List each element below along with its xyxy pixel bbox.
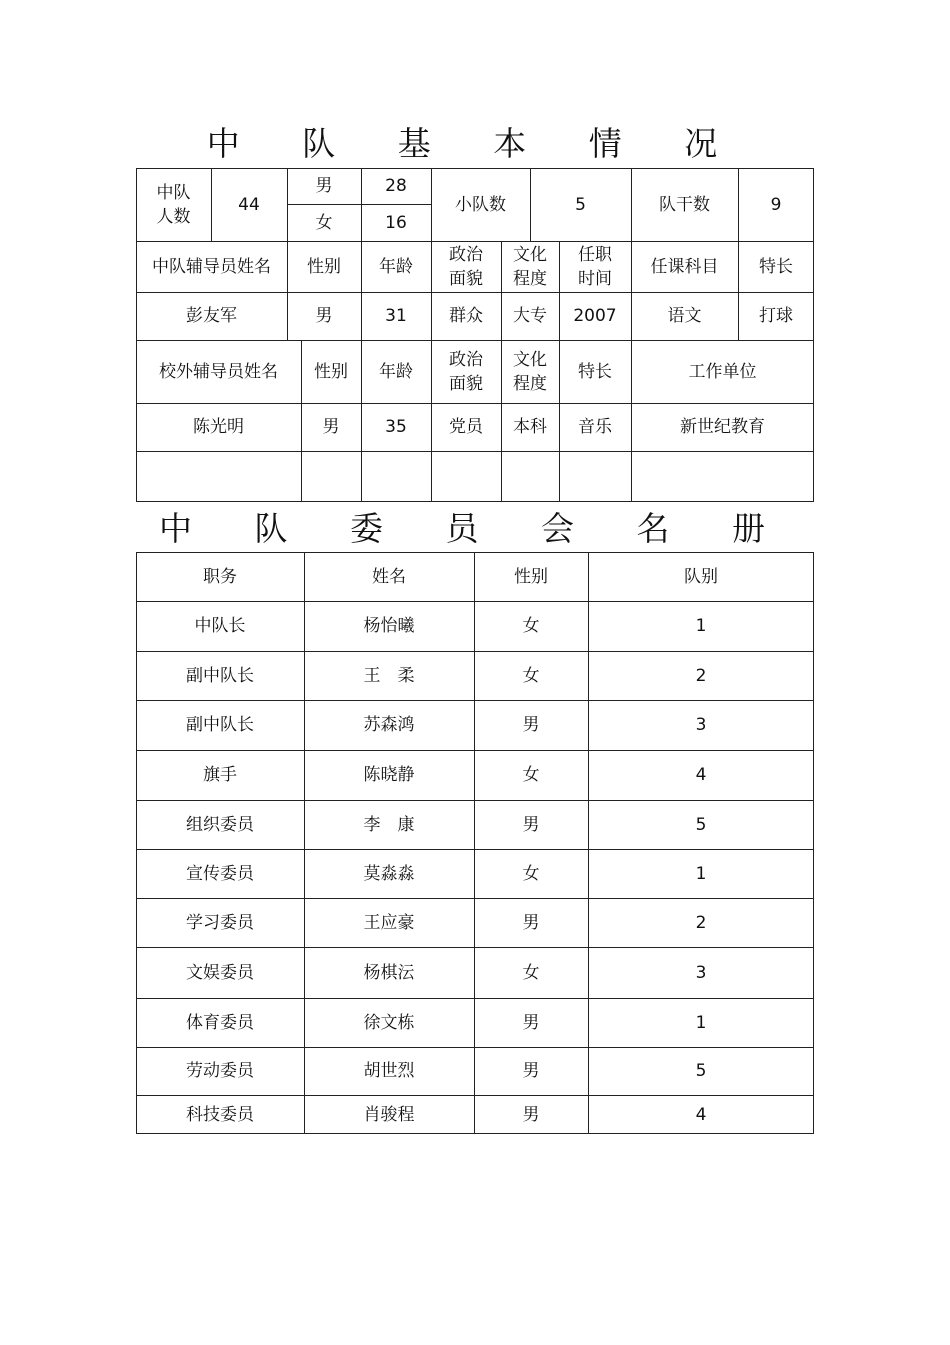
- roster-cell: 男: [522, 814, 540, 835]
- table-rule: [136, 451, 814, 452]
- roster-cell: 学习委员: [186, 912, 254, 933]
- outside-counselor-data-cell: 音乐: [578, 417, 612, 437]
- roster-cell: 女: [522, 962, 540, 983]
- roster-cell: 王 柔: [363, 665, 415, 686]
- squad-count-value: 5: [575, 194, 586, 215]
- counselor-header-cell: 年龄: [379, 256, 413, 277]
- roster-cell: 男: [522, 1061, 540, 1081]
- counselor-data-cell: 群众: [449, 306, 483, 326]
- roster-cell: 4: [695, 765, 707, 785]
- roster-cell: 徐文栋: [363, 1012, 415, 1033]
- roster-cell: 陈晓静: [363, 765, 415, 785]
- class-size-value: 44: [238, 194, 260, 215]
- counselor-header-cell: 任课科目: [650, 256, 719, 277]
- counselor-data-cell: 语文: [667, 306, 702, 326]
- outside-counselor-header-cell: 政治 面貌: [449, 349, 483, 394]
- counselor-data-cell: 31: [385, 306, 407, 326]
- roster-cell: 5: [695, 814, 707, 835]
- roster-header-cell: 职务: [203, 566, 237, 587]
- roster-cell: 王应豪: [363, 912, 415, 933]
- committee-roster-title: 中 队 委 员 会 名 册: [159, 509, 791, 548]
- roster-cell: 4: [695, 1104, 707, 1125]
- class-size-label: 中队 人数: [156, 182, 191, 227]
- outside-counselor-data-cell: 陈光明: [193, 417, 244, 437]
- counselor-data-cell: 打球: [759, 306, 793, 326]
- outside-counselor-header-cell: 文化 程度: [513, 349, 547, 394]
- roster-cell: 杨怡曦: [363, 616, 415, 636]
- outside-counselor-header-cell: 性别: [314, 361, 348, 382]
- roster-cell: 组织委员: [186, 814, 254, 835]
- roster-cell: 莫淼淼: [363, 863, 415, 884]
- counselor-header-cell: 政治 面貌: [449, 244, 483, 289]
- outside-counselor-header-cell: 年龄: [379, 361, 413, 382]
- outside-counselor-header-cell: 校外辅导员姓名: [159, 361, 278, 382]
- basic-info-table: [136, 168, 814, 502]
- roster-cell: 李 康: [363, 814, 415, 835]
- roster-cell: 女: [522, 863, 540, 884]
- roster-cell: 5: [695, 1061, 707, 1081]
- outside-counselor-data-cell: 新世纪教育: [680, 417, 765, 437]
- roster-cell: 苏森鸿: [363, 715, 415, 735]
- counselor-data-cell: 大专: [513, 306, 547, 326]
- roster-cell: 男: [522, 715, 540, 735]
- roster-cell: 副中队长: [186, 715, 254, 735]
- roster-cell: 1: [695, 616, 707, 636]
- roster-cell: 宣传委员: [186, 863, 254, 884]
- roster-cell: 女: [522, 616, 540, 636]
- roster-cell: 女: [522, 765, 540, 785]
- roster-cell: 杨棋沄: [363, 962, 415, 983]
- counselor-header-cell: 中队辅导员姓名: [152, 256, 271, 277]
- counselor-header-cell: 性别: [307, 256, 341, 277]
- roster-header-cell: 队别: [684, 566, 718, 587]
- roster-cell: 3: [695, 962, 707, 983]
- roster-cell: 男: [522, 1012, 540, 1033]
- counselor-data-cell: 彭友军: [186, 306, 237, 326]
- roster-cell: 1: [695, 1012, 707, 1033]
- cadre-count-value: 9: [770, 194, 782, 215]
- outside-counselor-data-cell: 党员: [449, 417, 483, 437]
- roster-cell: 文娱委员: [186, 962, 254, 983]
- roster-header-cell: 姓名: [372, 566, 406, 587]
- roster-cell: 女: [522, 665, 540, 686]
- counselor-header-cell: 文化 程度: [513, 244, 547, 289]
- outside-counselor-data-cell: 男: [322, 417, 340, 437]
- roster-cell: 男: [522, 912, 540, 933]
- outside-counselor-data-cell: 本科: [513, 417, 547, 437]
- roster-cell: 男: [522, 1104, 540, 1125]
- male-label: 男: [315, 176, 333, 196]
- female-label: 女: [315, 212, 333, 233]
- roster-cell: 2: [695, 665, 707, 686]
- counselor-header-cell: 特长: [759, 256, 793, 277]
- counselor-data-cell: 男: [315, 306, 333, 326]
- outside-counselor-header-cell: 特长: [578, 361, 612, 382]
- roster-header-cell: 性别: [514, 566, 548, 587]
- roster-cell: 肖骏程: [363, 1104, 415, 1125]
- committee-roster-table: [136, 552, 814, 1134]
- roster-cell: 副中队长: [186, 665, 254, 686]
- basic-info-title: 中 队 基 本 情 况: [206, 124, 744, 163]
- roster-cell: 体育委员: [186, 1012, 254, 1033]
- roster-cell: 2: [695, 912, 707, 933]
- female-count: 16: [385, 212, 407, 233]
- squad-count-label: 小队数: [455, 194, 506, 215]
- roster-cell: 科技委员: [186, 1104, 254, 1125]
- roster-cell: 中队长: [194, 616, 246, 636]
- outside-counselor-data-cell: 35: [385, 417, 407, 437]
- roster-cell: 旗手: [203, 765, 237, 785]
- roster-cell: 1: [695, 863, 707, 884]
- roster-cell: 劳动委员: [186, 1061, 254, 1081]
- counselor-data-cell: 2007: [573, 306, 617, 326]
- outside-counselor-header-cell: 工作单位: [688, 361, 757, 382]
- counselor-header-cell: 任职 时间: [578, 244, 612, 289]
- roster-cell: 胡世烈: [363, 1061, 415, 1081]
- male-count: 28: [385, 176, 407, 196]
- cadre-count-label: 队干数: [659, 194, 710, 215]
- roster-cell: 3: [695, 715, 707, 735]
